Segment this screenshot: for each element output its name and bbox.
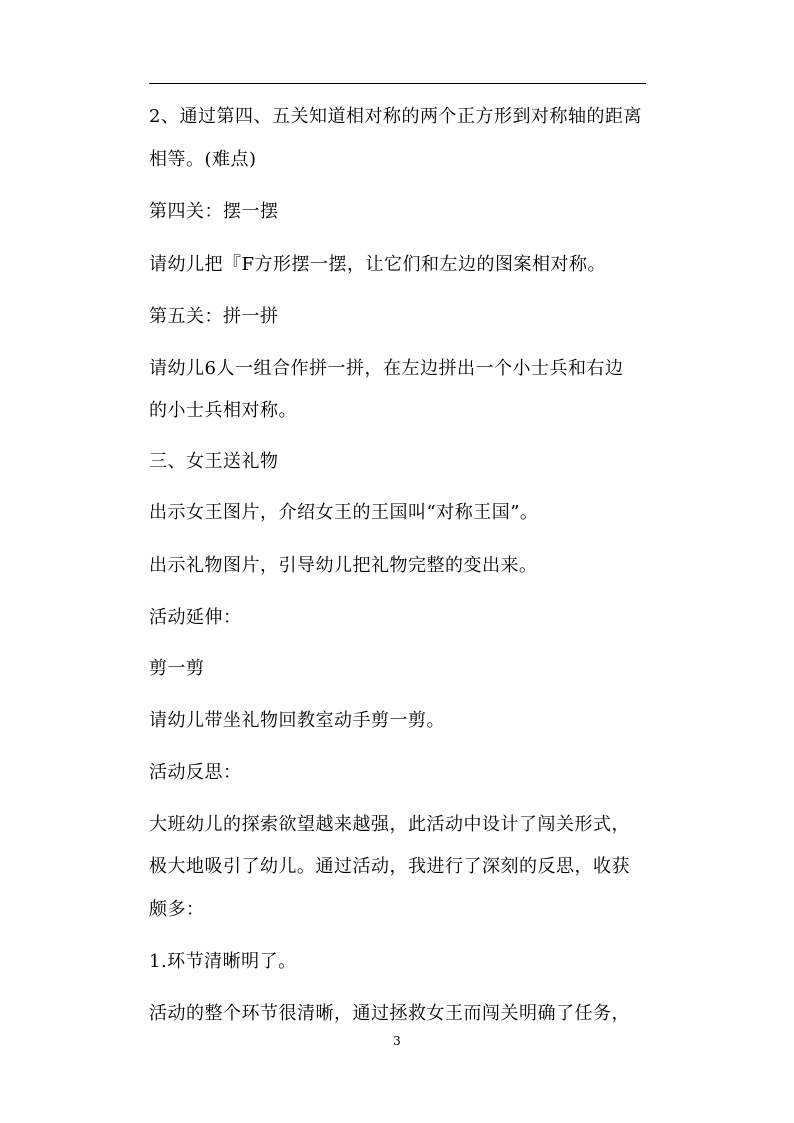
text-line: 活动延伸： — [149, 607, 242, 628]
text-line: 请幼儿带坐礼物回教室动手剪一剪。 — [149, 710, 445, 731]
text-line: 相等。(难点) — [149, 149, 257, 170]
text-line: 大班幼儿的探索欲望越来越强，此活动中设计了闯关形式， — [149, 814, 630, 835]
text-line: 颇多： — [149, 899, 205, 920]
text-line: 1.环节清晰明了。 — [149, 951, 297, 972]
text-line: 的小士兵相对称。 — [149, 400, 297, 421]
text-line: 第四关：摆一摆 — [149, 201, 279, 222]
text-line: 2、通过第四、五关知道相对称的两个正方形到对称轴的距离 — [149, 106, 642, 127]
text-line: 三、女王送礼物 — [149, 451, 279, 472]
text-line: 请幼儿6人一组合作拼一拼，在左边拼出一个小士兵和右边 — [149, 358, 624, 379]
page-number: 3 — [393, 1034, 401, 1048]
text-line: 出示女王图片，介绍女王的王国叫“对称王国”。 — [149, 502, 539, 523]
text-line: 活动反思： — [149, 762, 242, 783]
text-line: 请幼儿把『F方形摆一摆，让它们和左边的图案相对称。 — [149, 254, 606, 275]
text-line: 剪一剪 — [149, 658, 205, 679]
text-line: 活动的整个环节很清晰，通过拯救女王而闯关明确了任务， — [149, 1003, 630, 1024]
text-line: 极大地吸引了幼儿。通过活动，我进行了深刻的反思，收获 — [149, 856, 630, 877]
text-line: 出示礼物图片，引导幼儿把礼物完整的变出来。 — [149, 555, 538, 576]
header-rule — [149, 83, 646, 84]
text-line: 第五关：拼一拼 — [149, 306, 279, 327]
